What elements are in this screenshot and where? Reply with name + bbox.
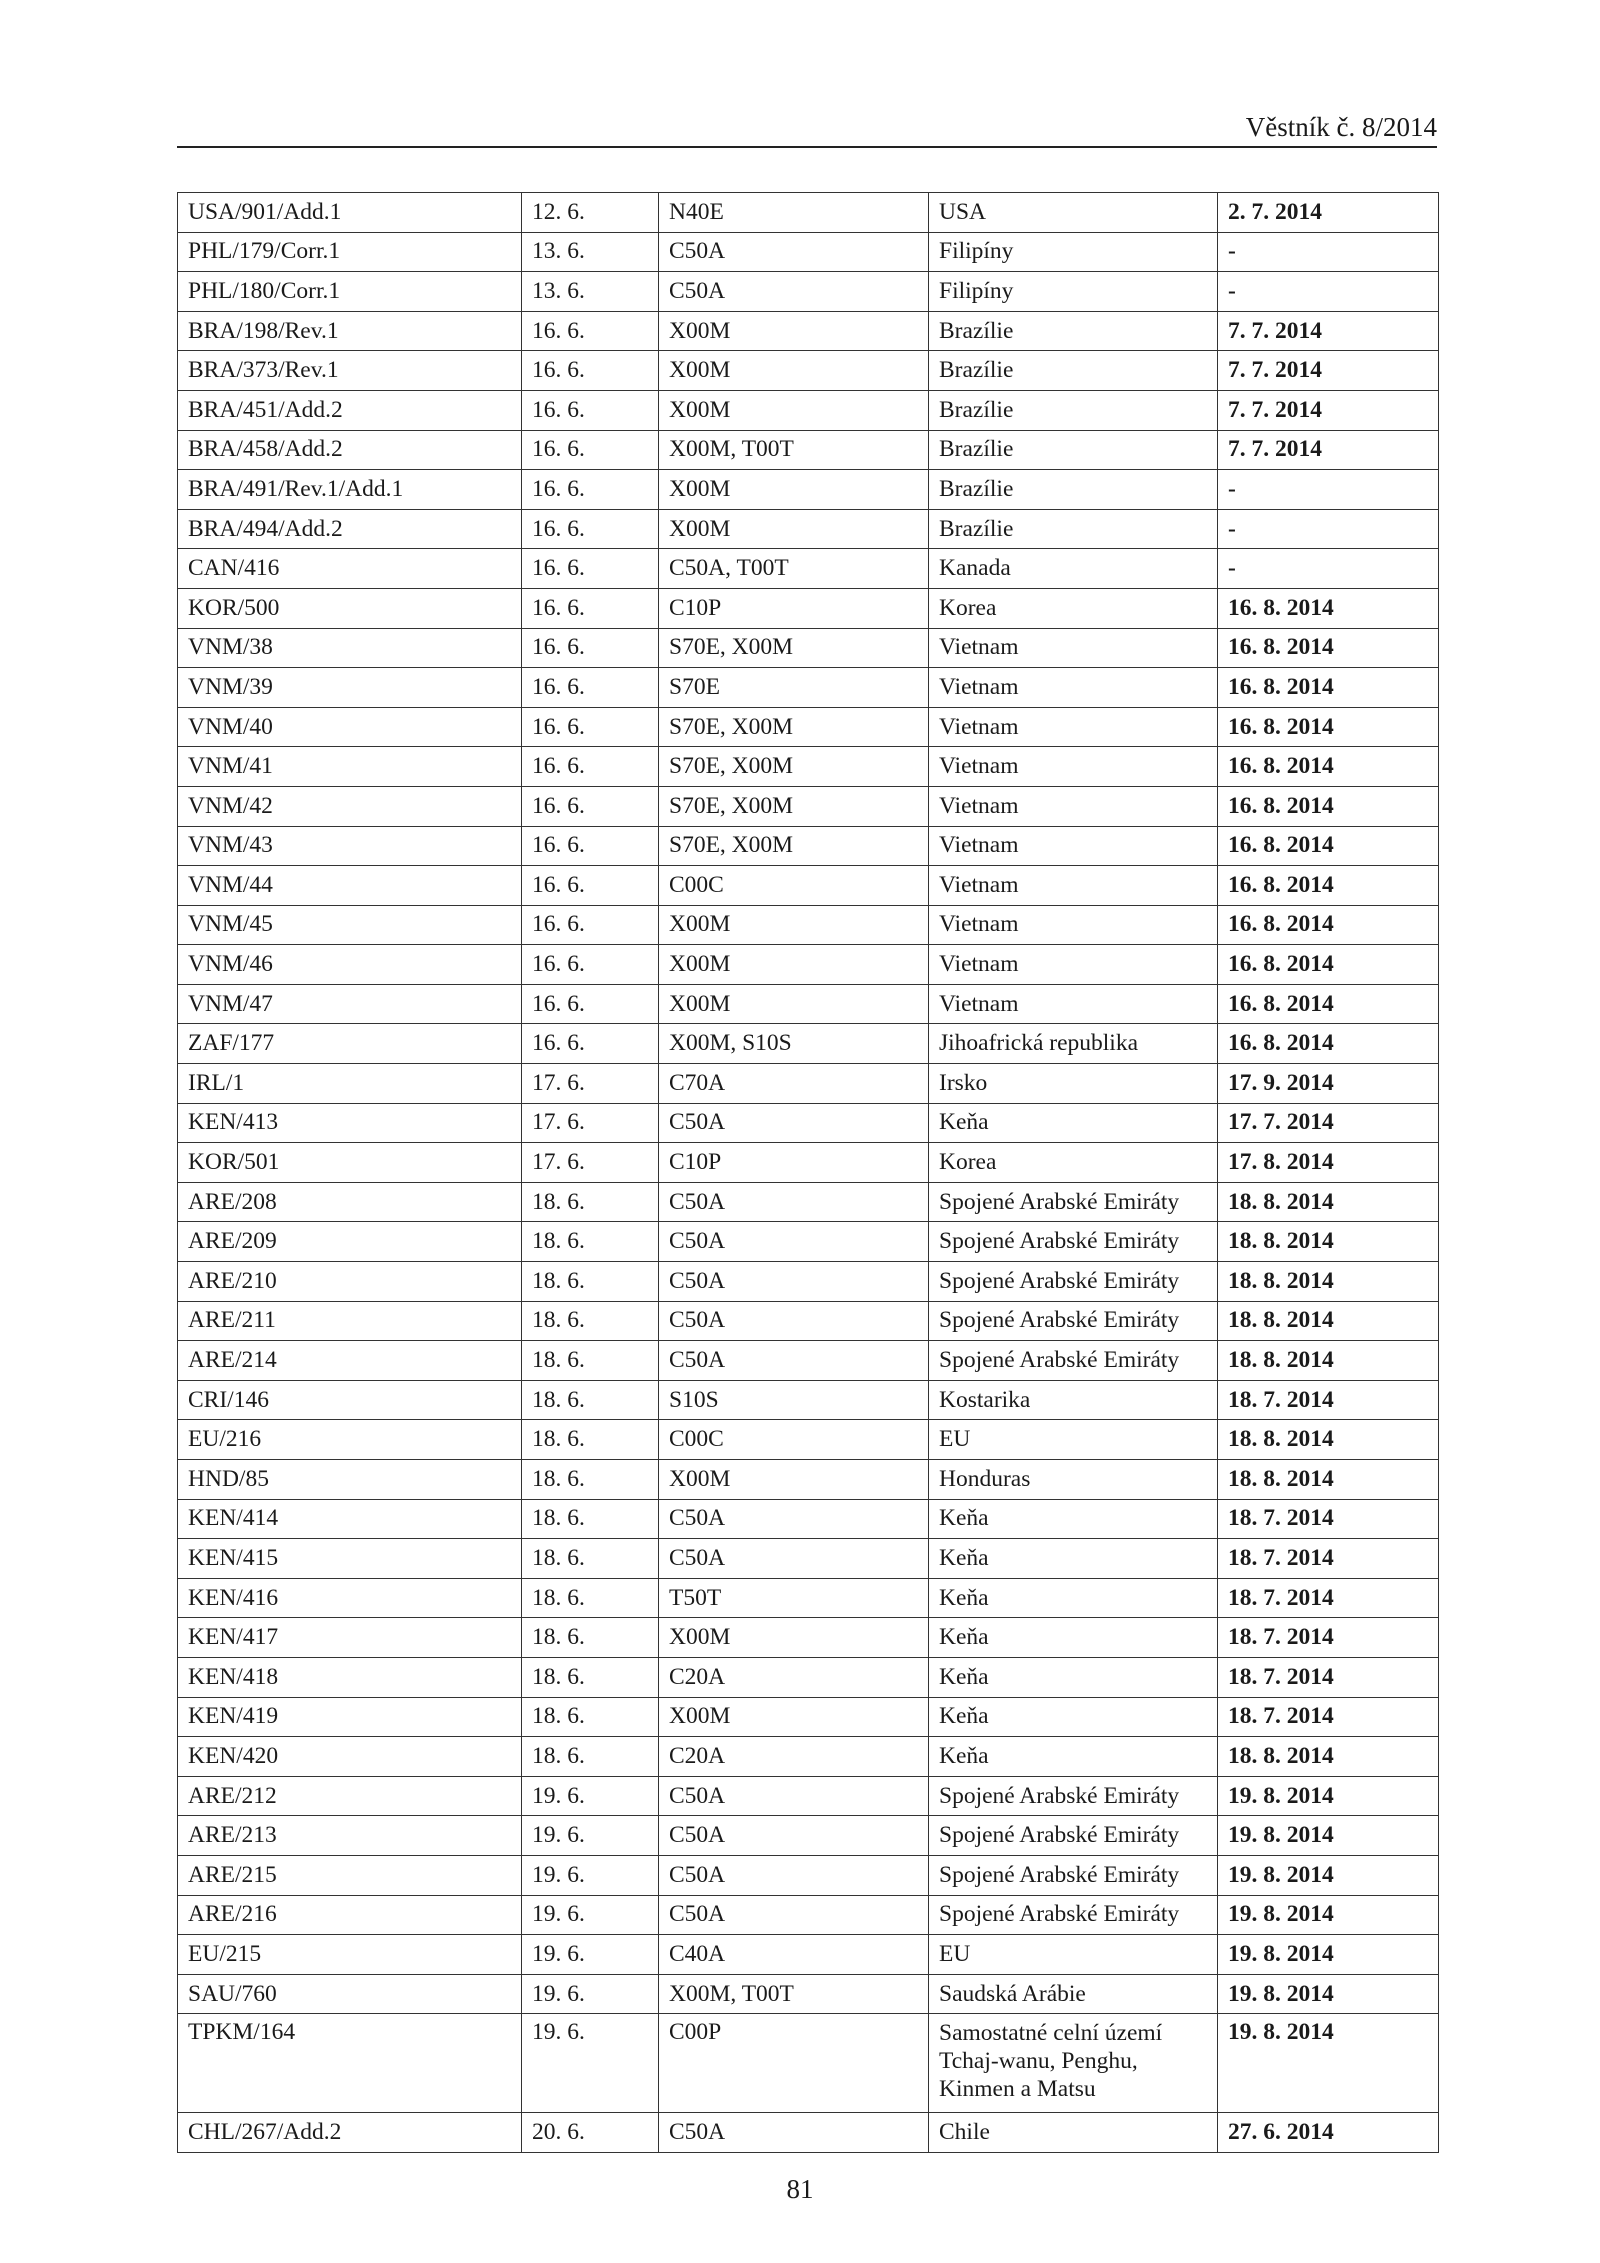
date-cell: - bbox=[1218, 232, 1439, 272]
date-cell: 17. 7. 2014 bbox=[1218, 1103, 1439, 1143]
symbol-cell: BRA/491/Rev.1/Add.1 bbox=[178, 470, 522, 510]
date-cell: 16. 8. 2014 bbox=[1218, 866, 1439, 906]
code-cell: C50A bbox=[659, 1262, 929, 1302]
symbol-cell: VNM/41 bbox=[178, 747, 522, 787]
code-cell: C50A bbox=[659, 1182, 929, 1222]
table-row bbox=[178, 1816, 1439, 1856]
notified-cell: 19. 6. bbox=[522, 1816, 659, 1856]
date-cell: 18. 8. 2014 bbox=[1218, 1341, 1439, 1381]
table-row bbox=[178, 430, 1439, 470]
date-cell: 16. 8. 2014 bbox=[1218, 984, 1439, 1024]
symbol-cell: VNM/43 bbox=[178, 826, 522, 866]
code-cell: C10P bbox=[659, 588, 929, 628]
notifications-table bbox=[177, 192, 1439, 2153]
country-cell: Keňa bbox=[929, 1539, 1218, 1579]
symbol-cell: KEN/416 bbox=[178, 1578, 522, 1618]
date-cell: 18. 8. 2014 bbox=[1218, 1420, 1439, 1460]
notified-cell: 16. 6. bbox=[522, 786, 659, 826]
notified-cell: 16. 6. bbox=[522, 707, 659, 747]
notified-cell: 17. 6. bbox=[522, 1103, 659, 1143]
country-cell: Spojené Arabské Emiráty bbox=[929, 1222, 1218, 1262]
code-cell: C10P bbox=[659, 1143, 929, 1183]
code-cell: S70E, X00M bbox=[659, 628, 929, 668]
date-cell: 7. 7. 2014 bbox=[1218, 390, 1439, 430]
country-cell: Spojené Arabské Emiráty bbox=[929, 1341, 1218, 1381]
country-cell: Brazílie bbox=[929, 470, 1218, 510]
date-cell: 16. 8. 2014 bbox=[1218, 628, 1439, 668]
date-cell: - bbox=[1218, 509, 1439, 549]
table-row bbox=[178, 588, 1439, 628]
notified-cell: 16. 6. bbox=[522, 549, 659, 589]
table-row bbox=[178, 1024, 1439, 1064]
code-cell: X00M bbox=[659, 905, 929, 945]
notified-cell: 16. 6. bbox=[522, 628, 659, 668]
code-cell: C50A bbox=[659, 1539, 929, 1579]
code-cell: C50A bbox=[659, 1103, 929, 1143]
table-row bbox=[178, 390, 1439, 430]
table-row bbox=[178, 1420, 1439, 1460]
code-cell: S10S bbox=[659, 1380, 929, 1420]
symbol-cell: ARE/216 bbox=[178, 1895, 522, 1935]
country-cell: Brazílie bbox=[929, 390, 1218, 430]
code-cell: S70E, X00M bbox=[659, 786, 929, 826]
code-cell: S70E, X00M bbox=[659, 747, 929, 787]
table-row bbox=[178, 272, 1439, 312]
notified-cell: 12. 6. bbox=[522, 193, 659, 233]
date-cell: 16. 8. 2014 bbox=[1218, 786, 1439, 826]
table-row bbox=[178, 1341, 1439, 1381]
code-cell: C00C bbox=[659, 1420, 929, 1460]
table-row bbox=[178, 351, 1439, 391]
notified-cell: 19. 6. bbox=[522, 2014, 659, 2113]
page-number: 81 bbox=[786, 2174, 814, 2204]
notified-cell: 18. 6. bbox=[522, 1737, 659, 1777]
country-cell: Vietnam bbox=[929, 945, 1218, 985]
table-row bbox=[178, 826, 1439, 866]
country-cell: EU bbox=[929, 1935, 1218, 1975]
country-cell: Vietnam bbox=[929, 707, 1218, 747]
code-cell: X00M, T00T bbox=[659, 1974, 929, 2014]
header-divider bbox=[177, 146, 1437, 148]
table-row bbox=[178, 668, 1439, 708]
code-cell: C50A bbox=[659, 1776, 929, 1816]
notified-cell: 18. 6. bbox=[522, 1222, 659, 1262]
code-cell: X00M bbox=[659, 470, 929, 510]
symbol-cell: VNM/38 bbox=[178, 628, 522, 668]
country-cell: Vietnam bbox=[929, 905, 1218, 945]
date-cell: 18. 8. 2014 bbox=[1218, 1182, 1439, 1222]
country-cell: Kostarika bbox=[929, 1380, 1218, 1420]
symbol-cell: KEN/417 bbox=[178, 1618, 522, 1658]
date-cell: 7. 7. 2014 bbox=[1218, 351, 1439, 391]
notified-cell: 16. 6. bbox=[522, 905, 659, 945]
symbol-cell: CRI/146 bbox=[178, 1380, 522, 1420]
country-cell: Brazílie bbox=[929, 351, 1218, 391]
symbol-cell: KOR/501 bbox=[178, 1143, 522, 1183]
date-cell: 17. 9. 2014 bbox=[1218, 1064, 1439, 1104]
table-row bbox=[178, 1776, 1439, 1816]
table-row bbox=[178, 1895, 1439, 1935]
code-cell: S70E, X00M bbox=[659, 826, 929, 866]
date-cell: 16. 8. 2014 bbox=[1218, 588, 1439, 628]
notified-cell: 18. 6. bbox=[522, 1578, 659, 1618]
notified-cell: 16. 6. bbox=[522, 430, 659, 470]
table-row bbox=[178, 945, 1439, 985]
symbol-cell: BRA/494/Add.2 bbox=[178, 509, 522, 549]
code-cell: X00M, S10S bbox=[659, 1024, 929, 1064]
country-cell: Irsko bbox=[929, 1064, 1218, 1104]
notified-cell: 18. 6. bbox=[522, 1341, 659, 1381]
symbol-cell: EU/215 bbox=[178, 1935, 522, 1975]
symbol-cell: VNM/46 bbox=[178, 945, 522, 985]
symbol-cell: VNM/45 bbox=[178, 905, 522, 945]
country-cell: Vietnam bbox=[929, 786, 1218, 826]
date-cell: 18. 7. 2014 bbox=[1218, 1697, 1439, 1737]
country-cell: Kanada bbox=[929, 549, 1218, 589]
date-cell: 18. 8. 2014 bbox=[1218, 1460, 1439, 1500]
notified-cell: 18. 6. bbox=[522, 1697, 659, 1737]
country-cell: Korea bbox=[929, 1143, 1218, 1183]
date-cell: 18. 7. 2014 bbox=[1218, 1380, 1439, 1420]
symbol-cell: ARE/215 bbox=[178, 1855, 522, 1895]
symbol-cell: IRL/1 bbox=[178, 1064, 522, 1104]
date-cell: 7. 7. 2014 bbox=[1218, 430, 1439, 470]
notified-cell: 16. 6. bbox=[522, 351, 659, 391]
code-cell: X00M bbox=[659, 1618, 929, 1658]
date-cell: 19. 8. 2014 bbox=[1218, 2014, 1439, 2113]
date-cell: 18. 7. 2014 bbox=[1218, 1499, 1439, 1539]
code-cell: X00M bbox=[659, 945, 929, 985]
symbol-cell: BRA/451/Add.2 bbox=[178, 390, 522, 430]
table-row bbox=[178, 1737, 1439, 1777]
symbol-cell: ARE/213 bbox=[178, 1816, 522, 1856]
code-cell: C50A bbox=[659, 1816, 929, 1856]
code-cell: X00M bbox=[659, 351, 929, 391]
date-cell: 16. 8. 2014 bbox=[1218, 707, 1439, 747]
symbol-cell: ARE/214 bbox=[178, 1341, 522, 1381]
code-cell: X00M bbox=[659, 984, 929, 1024]
date-cell: 18. 8. 2014 bbox=[1218, 1737, 1439, 1777]
table-row bbox=[178, 1182, 1439, 1222]
date-cell: 16. 8. 2014 bbox=[1218, 668, 1439, 708]
date-cell: 19. 8. 2014 bbox=[1218, 1935, 1439, 1975]
notified-cell: 18. 6. bbox=[522, 1460, 659, 1500]
code-cell: X00M bbox=[659, 1460, 929, 1500]
notified-cell: 19. 6. bbox=[522, 1776, 659, 1816]
notified-cell: 16. 6. bbox=[522, 588, 659, 628]
code-cell: C50A, T00T bbox=[659, 549, 929, 589]
date-cell: 18. 8. 2014 bbox=[1218, 1301, 1439, 1341]
table-row bbox=[178, 232, 1439, 272]
date-cell: 19. 8. 2014 bbox=[1218, 1974, 1439, 2014]
notified-cell: 16. 6. bbox=[522, 866, 659, 906]
table-row bbox=[178, 1578, 1439, 1618]
date-cell: - bbox=[1218, 470, 1439, 510]
code-cell: C70A bbox=[659, 1064, 929, 1104]
table-row bbox=[178, 1974, 1439, 2014]
code-cell: C50A bbox=[659, 1895, 929, 1935]
symbol-cell: BRA/458/Add.2 bbox=[178, 430, 522, 470]
country-cell: Vietnam bbox=[929, 826, 1218, 866]
symbol-cell: SAU/760 bbox=[178, 1974, 522, 2014]
country-cell: Vietnam bbox=[929, 747, 1218, 787]
country-cell: Samostatné celní území Tchaj-wanu, Penghu, Kinmen a Matsu bbox=[929, 2014, 1218, 2113]
symbol-cell: KEN/413 bbox=[178, 1103, 522, 1143]
table-row bbox=[178, 1657, 1439, 1697]
table-row bbox=[178, 786, 1439, 826]
notified-cell: 17. 6. bbox=[522, 1064, 659, 1104]
code-cell: S70E, X00M bbox=[659, 707, 929, 747]
code-cell: C20A bbox=[659, 1737, 929, 1777]
country-cell: Keňa bbox=[929, 1697, 1218, 1737]
notified-cell: 16. 6. bbox=[522, 311, 659, 351]
symbol-cell: TPKM/164 bbox=[178, 2014, 522, 2113]
country-cell: Chile bbox=[929, 2113, 1218, 2153]
table-row bbox=[178, 2113, 1439, 2153]
code-cell: C00C bbox=[659, 866, 929, 906]
country-cell: Filipíny bbox=[929, 232, 1218, 272]
table-row bbox=[178, 747, 1439, 787]
symbol-cell: KEN/415 bbox=[178, 1539, 522, 1579]
table-row bbox=[178, 628, 1439, 668]
symbol-cell: CAN/416 bbox=[178, 549, 522, 589]
notified-cell: 19. 6. bbox=[522, 1895, 659, 1935]
country-cell: Keňa bbox=[929, 1737, 1218, 1777]
country-cell: Spojené Arabské Emiráty bbox=[929, 1182, 1218, 1222]
date-cell: 18. 7. 2014 bbox=[1218, 1539, 1439, 1579]
symbol-cell: VNM/39 bbox=[178, 668, 522, 708]
date-cell: 7. 7. 2014 bbox=[1218, 311, 1439, 351]
symbol-cell: VNM/47 bbox=[178, 984, 522, 1024]
country-cell: Spojené Arabské Emiráty bbox=[929, 1895, 1218, 1935]
table-row bbox=[178, 1618, 1439, 1658]
symbol-cell: PHL/179/Corr.1 bbox=[178, 232, 522, 272]
date-cell: 16. 8. 2014 bbox=[1218, 905, 1439, 945]
table-row bbox=[178, 1143, 1439, 1183]
country-cell: Keňa bbox=[929, 1103, 1218, 1143]
table-row bbox=[178, 984, 1439, 1024]
date-cell: 19. 8. 2014 bbox=[1218, 1776, 1439, 1816]
table-row bbox=[178, 1460, 1439, 1500]
code-cell: C50A bbox=[659, 1499, 929, 1539]
symbol-cell: VNM/44 bbox=[178, 866, 522, 906]
notified-cell: 18. 6. bbox=[522, 1301, 659, 1341]
code-cell: C50A bbox=[659, 1301, 929, 1341]
table-row bbox=[178, 1064, 1439, 1104]
notified-cell: 13. 6. bbox=[522, 272, 659, 312]
date-cell: 16. 8. 2014 bbox=[1218, 945, 1439, 985]
table-row bbox=[178, 866, 1439, 906]
notified-cell: 16. 6. bbox=[522, 747, 659, 787]
date-cell: 19. 8. 2014 bbox=[1218, 1816, 1439, 1856]
date-cell: 18. 8. 2014 bbox=[1218, 1262, 1439, 1302]
date-cell: 17. 8. 2014 bbox=[1218, 1143, 1439, 1183]
country-cell: Spojené Arabské Emiráty bbox=[929, 1816, 1218, 1856]
country-cell: Spojené Arabské Emiráty bbox=[929, 1262, 1218, 1302]
notified-cell: 18. 6. bbox=[522, 1657, 659, 1697]
date-cell: 18. 7. 2014 bbox=[1218, 1578, 1439, 1618]
symbol-cell: BRA/373/Rev.1 bbox=[178, 351, 522, 391]
notified-cell: 19. 6. bbox=[522, 1974, 659, 2014]
symbol-cell: ARE/208 bbox=[178, 1182, 522, 1222]
table-row bbox=[178, 707, 1439, 747]
code-cell: X00M bbox=[659, 390, 929, 430]
symbol-cell: HND/85 bbox=[178, 1460, 522, 1500]
notified-cell: 18. 6. bbox=[522, 1380, 659, 1420]
symbol-cell: USA/901/Add.1 bbox=[178, 193, 522, 233]
table-row bbox=[178, 509, 1439, 549]
code-cell: S70E bbox=[659, 668, 929, 708]
symbol-cell: ARE/211 bbox=[178, 1301, 522, 1341]
country-cell: Korea bbox=[929, 588, 1218, 628]
notified-cell: 18. 6. bbox=[522, 1420, 659, 1460]
symbol-cell: VNM/42 bbox=[178, 786, 522, 826]
date-cell: 2. 7. 2014 bbox=[1218, 193, 1439, 233]
notified-cell: 18. 6. bbox=[522, 1618, 659, 1658]
code-cell: C40A bbox=[659, 1935, 929, 1975]
country-cell: Spojené Arabské Emiráty bbox=[929, 1855, 1218, 1895]
table-row bbox=[178, 1262, 1439, 1302]
country-cell: Brazílie bbox=[929, 509, 1218, 549]
symbol-cell: CHL/267/Add.2 bbox=[178, 2113, 522, 2153]
table-row bbox=[178, 905, 1439, 945]
code-cell: C50A bbox=[659, 1341, 929, 1381]
notified-cell: 16. 6. bbox=[522, 390, 659, 430]
code-cell: X00M bbox=[659, 311, 929, 351]
country-cell: Vietnam bbox=[929, 668, 1218, 708]
table-row bbox=[178, 1855, 1439, 1895]
notified-cell: 18. 6. bbox=[522, 1539, 659, 1579]
page-header-title: Věstník č. 8/2014 bbox=[1245, 112, 1437, 142]
date-cell: 18. 8. 2014 bbox=[1218, 1222, 1439, 1262]
symbol-cell: VNM/40 bbox=[178, 707, 522, 747]
date-cell: 18. 7. 2014 bbox=[1218, 1618, 1439, 1658]
table-row bbox=[178, 193, 1439, 233]
country-cell: Keňa bbox=[929, 1499, 1218, 1539]
notified-cell: 20. 6. bbox=[522, 2113, 659, 2153]
date-cell: 16. 8. 2014 bbox=[1218, 826, 1439, 866]
symbol-cell: KOR/500 bbox=[178, 588, 522, 628]
date-cell: - bbox=[1218, 272, 1439, 312]
notified-cell: 18. 6. bbox=[522, 1499, 659, 1539]
notified-cell: 16. 6. bbox=[522, 668, 659, 708]
notified-cell: 16. 6. bbox=[522, 509, 659, 549]
table-row bbox=[178, 549, 1439, 589]
date-cell: 18. 7. 2014 bbox=[1218, 1657, 1439, 1697]
country-cell: Keňa bbox=[929, 1618, 1218, 1658]
code-cell: X00M bbox=[659, 1697, 929, 1737]
table-row bbox=[178, 1935, 1439, 1975]
symbol-cell: BRA/198/Rev.1 bbox=[178, 311, 522, 351]
symbol-cell: ZAF/177 bbox=[178, 1024, 522, 1064]
table-row bbox=[178, 1499, 1439, 1539]
country-cell: EU bbox=[929, 1420, 1218, 1460]
country-cell: Honduras bbox=[929, 1460, 1218, 1500]
code-cell: X00M bbox=[659, 509, 929, 549]
country-cell: Vietnam bbox=[929, 628, 1218, 668]
country-cell: Spojené Arabské Emiráty bbox=[929, 1776, 1218, 1816]
symbol-cell: ARE/209 bbox=[178, 1222, 522, 1262]
table-row bbox=[178, 2014, 1439, 2113]
table-row bbox=[178, 1380, 1439, 1420]
country-cell: Jihoafrická republika bbox=[929, 1024, 1218, 1064]
code-cell: C50A bbox=[659, 232, 929, 272]
symbol-cell: ARE/212 bbox=[178, 1776, 522, 1816]
table-row bbox=[178, 1103, 1439, 1143]
notified-cell: 13. 6. bbox=[522, 232, 659, 272]
code-cell: X00M, T00T bbox=[659, 430, 929, 470]
table-row bbox=[178, 311, 1439, 351]
notified-cell: 16. 6. bbox=[522, 470, 659, 510]
date-cell: 19. 8. 2014 bbox=[1218, 1895, 1439, 1935]
notified-cell: 18. 6. bbox=[522, 1182, 659, 1222]
country-cell: Brazílie bbox=[929, 311, 1218, 351]
code-cell: N40E bbox=[659, 193, 929, 233]
notified-cell: 17. 6. bbox=[522, 1143, 659, 1183]
table-row bbox=[178, 470, 1439, 510]
symbol-cell: KEN/418 bbox=[178, 1657, 522, 1697]
country-cell: Vietnam bbox=[929, 984, 1218, 1024]
symbol-cell: EU/216 bbox=[178, 1420, 522, 1460]
code-cell: C00P bbox=[659, 2014, 929, 2113]
date-cell: 16. 8. 2014 bbox=[1218, 1024, 1439, 1064]
code-cell: C20A bbox=[659, 1657, 929, 1697]
symbol-cell: PHL/180/Corr.1 bbox=[178, 272, 522, 312]
notified-cell: 16. 6. bbox=[522, 826, 659, 866]
date-cell: 27. 6. 2014 bbox=[1218, 2113, 1439, 2153]
symbol-cell: KEN/414 bbox=[178, 1499, 522, 1539]
country-cell: Brazílie bbox=[929, 430, 1218, 470]
table-body bbox=[178, 193, 1439, 2153]
notified-cell: 16. 6. bbox=[522, 945, 659, 985]
table-row bbox=[178, 1222, 1439, 1262]
symbol-cell: ARE/210 bbox=[178, 1262, 522, 1302]
code-cell: C50A bbox=[659, 272, 929, 312]
notified-cell: 19. 6. bbox=[522, 1855, 659, 1895]
date-cell: - bbox=[1218, 549, 1439, 589]
country-cell: Filipíny bbox=[929, 272, 1218, 312]
country-cell: Keňa bbox=[929, 1657, 1218, 1697]
country-cell: Saudská Arábie bbox=[929, 1974, 1218, 2014]
country-cell: Spojené Arabské Emiráty bbox=[929, 1301, 1218, 1341]
date-cell: 16. 8. 2014 bbox=[1218, 747, 1439, 787]
table-row bbox=[178, 1697, 1439, 1737]
table-row bbox=[178, 1539, 1439, 1579]
code-cell: T50T bbox=[659, 1578, 929, 1618]
country-cell: Keňa bbox=[929, 1578, 1218, 1618]
notified-cell: 16. 6. bbox=[522, 1024, 659, 1064]
date-cell: 19. 8. 2014 bbox=[1218, 1855, 1439, 1895]
notified-cell: 16. 6. bbox=[522, 984, 659, 1024]
code-cell: C50A bbox=[659, 1855, 929, 1895]
country-cell: USA bbox=[929, 193, 1218, 233]
symbol-cell: KEN/420 bbox=[178, 1737, 522, 1777]
country-cell: Vietnam bbox=[929, 866, 1218, 906]
notified-cell: 19. 6. bbox=[522, 1935, 659, 1975]
notified-cell: 18. 6. bbox=[522, 1262, 659, 1302]
table-row bbox=[178, 1301, 1439, 1341]
code-cell: C50A bbox=[659, 1222, 929, 1262]
symbol-cell: KEN/419 bbox=[178, 1697, 522, 1737]
code-cell: C50A bbox=[659, 2113, 929, 2153]
